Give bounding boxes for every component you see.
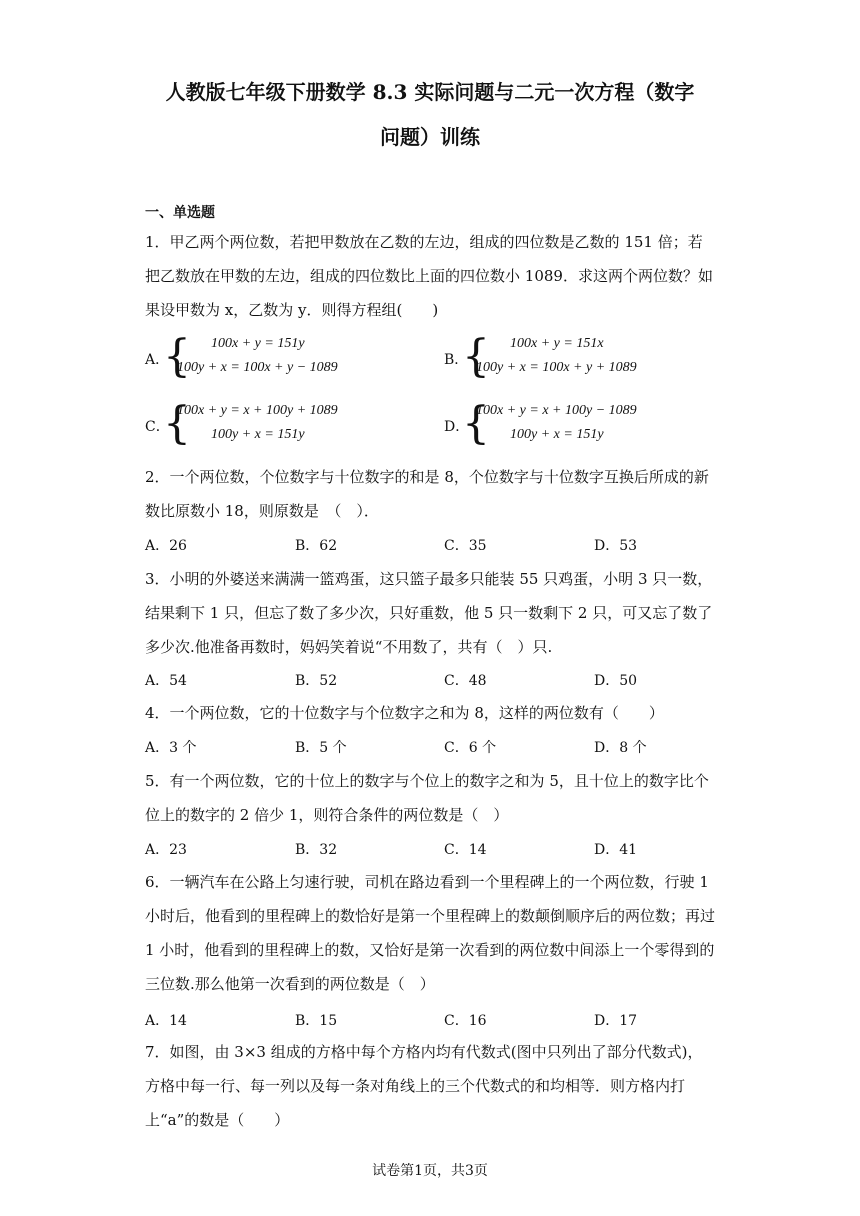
option-label: D． xyxy=(444,419,470,435)
option-label: C． xyxy=(145,419,170,435)
option-c: C．16 xyxy=(444,1013,487,1029)
q1-option-d xyxy=(444,398,704,453)
equation-2: 100y + x = 151y xyxy=(510,427,604,442)
option-b: B．52 xyxy=(295,673,338,689)
option-b: B．32 xyxy=(295,842,338,858)
equation-2: 100y + x = 151y xyxy=(211,427,305,442)
option-d: D．50 xyxy=(594,673,638,689)
question-4-text: 4．一个两位数，它的十位数字与个位数字之和为 8，这样的两位数有（ ） xyxy=(145,704,664,722)
option-c: C．6 个 xyxy=(444,740,497,756)
question-5-text: 5．有一个两位数，它的十位上的数字与个位上的数字之和为 5，且十位上的数字比个位上的数字的 2 倍少 1，则符合条件的两位数是（ ） xyxy=(145,772,709,824)
brace-icon: { xyxy=(163,331,191,382)
option-b: B．5 个 xyxy=(295,740,347,756)
page-footer: 试卷第1页，共3页 xyxy=(372,1163,488,1179)
option-a: A．54 xyxy=(145,673,187,689)
option-label: B． xyxy=(444,352,469,368)
brace-icon: { xyxy=(462,398,490,449)
option-a: A．3 个 xyxy=(145,740,197,756)
option-a: A．14 xyxy=(145,1013,187,1029)
q1-option-a xyxy=(145,331,405,386)
equation-1: 100x + y = 151x xyxy=(510,336,604,351)
equation-2: 100y + x = 100x + y − 1089 xyxy=(177,360,338,375)
equation-2: 100y + x = 100x + y + 1089 xyxy=(476,360,637,375)
equation-1: 100x + y = x + 100y − 1089 xyxy=(476,403,637,418)
question-1-text: 1．甲乙两个两位数，若把甲数放在乙数的左边，组成的四位数是乙数的 151 倍；若把乙数放在甲数的左边，组成的四位数比上面的四位数小 1089．求这两个两位数？如果设甲数为 x，乙数为 y．则得方程组( ) xyxy=(145,233,713,319)
question-6-options xyxy=(145,1010,725,1034)
brace-icon: { xyxy=(462,331,490,382)
equation-1: 100x + y = x + 100y + 1089 xyxy=(177,403,338,418)
question-4-options xyxy=(145,737,725,761)
title-line-2: 问题）训练 xyxy=(380,125,480,149)
document-title xyxy=(0,70,860,160)
option-c: C．14 xyxy=(444,842,487,858)
question-2-text: 2．一个两位数，个位数字与十位数字的和是 8，个位数字与十位数字互换后所成的新数比原数小 18，则原数是 （ ）． xyxy=(145,468,709,520)
option-b: B．15 xyxy=(295,1013,338,1029)
option-c: C．48 xyxy=(444,673,487,689)
question-6-text: 6．一辆汽车在公路上匀速行驶，司机在路边看到一个里程碑上的一个两位数，行驶 1 小时后，他看到的里程碑上的数恰好是第一个里程碑上的数颠倒顺序后的两位数；再过 1 小时，他看到的里程碑上的数，又恰好是第一次看到的两位数中间添上一个零得到的三位数.那么他第一次看到的两位数是（ ） xyxy=(145,873,716,993)
option-a: A．26 xyxy=(145,538,187,554)
option-b: B．62 xyxy=(295,538,338,554)
option-label: A． xyxy=(145,352,170,368)
option-c: C．35 xyxy=(444,538,487,554)
section-heading: 一、单选题 xyxy=(145,205,215,221)
q1-option-b xyxy=(444,331,704,386)
equation-1: 100x + y = 151y xyxy=(211,336,305,351)
option-a: A．23 xyxy=(145,842,187,858)
option-d: D．41 xyxy=(594,842,638,858)
question-7-text: 7．如图，由 3×3 组成的方格中每个方格内均有代数式(图中只列出了部分代数式)，方格中每一行、每一列以及每一条对角线上的三个代数式的和均相等．则方格内打上“a”的数是（ ） xyxy=(145,1043,703,1129)
question-3-options xyxy=(145,670,725,694)
question-2-options xyxy=(145,535,725,559)
question-3-text: 3．小明的外婆送来满满一篮鸡蛋，这只篮子最多只能装 55 只鸡蛋，小明 3 只一数，结果剩下 1 只，但忘了数了多少次，只好重数，他 5 只一数剩下 2 只，可又忘了数了多少次.他准备再数时，妈妈笑着说“不用数了，共有（ ）只. xyxy=(145,570,713,656)
q1-option-c xyxy=(145,398,405,453)
title-line-1: 人教版七年级下册数学 8.3 实际问题与二元一次方程（数字 xyxy=(165,80,695,104)
option-d: D．8 个 xyxy=(594,740,647,756)
option-d: D．53 xyxy=(594,538,638,554)
question-5-options xyxy=(145,839,725,863)
option-d: D．17 xyxy=(594,1013,638,1029)
brace-icon: { xyxy=(163,398,191,449)
